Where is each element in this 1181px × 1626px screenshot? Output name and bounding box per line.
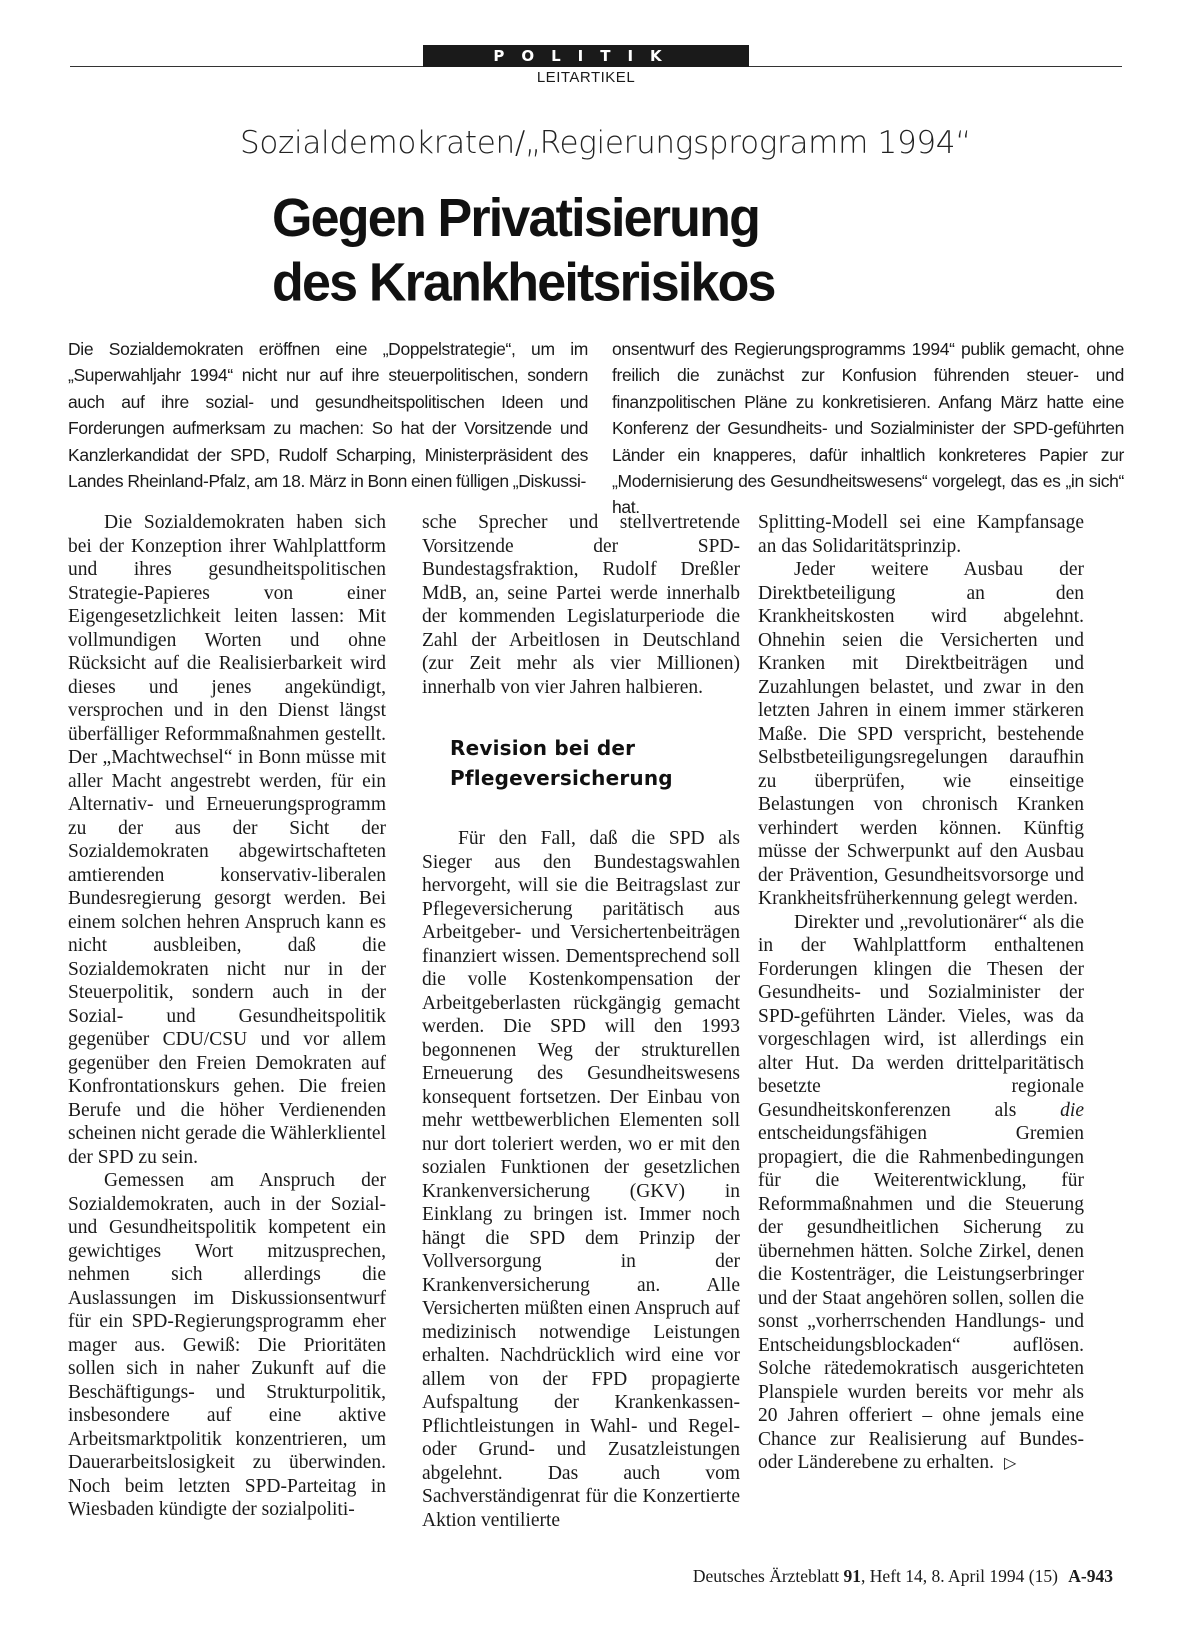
subsection-label: LEITARTIKEL	[536, 69, 636, 86]
body-column-1	[68, 511, 386, 1522]
page-footer	[693, 1566, 1113, 1587]
issue-info: , Heft 14, 8. April 1994 (15)	[861, 1566, 1058, 1586]
volume-number: 91	[843, 1566, 862, 1586]
body-column-3	[758, 511, 1084, 1475]
journal-name: Deutsches Ärzteblatt	[692, 1566, 840, 1586]
body-text: entscheidungsfähigen Gremien propagiert, die die Rahmenbedingungen für die Weiterentwicklung, für Reformmaßnahmen und die Steuerung der gesundheitlichen Sicherung zu übernehmen hätten. Solche Zirkel, denen die Kostenträger, die Leistungserbringer und der Staat angehören sollen, sollen die sonst „vorherrschenden Handlungs- und Entscheidungsblockaden“ auflösen. Solche rätedemokratisch ausgerichteten Planspiele wurden bereits vor mehr als 20 Jahren offeriert – ohne jemals eine Chance zur Realisierung auf Bundes- oder Länderebene zu erhalten.	[758, 1123, 1084, 1473]
article-headline	[272, 186, 992, 315]
section-subheading	[450, 733, 740, 793]
emphasis-text: die	[1060, 1099, 1084, 1121]
headline-line-2: des Krankheitsrisikos	[272, 252, 775, 313]
subheading-line-2: Pflegeversicherung	[450, 766, 673, 790]
subheading-line-1: Revision bei der	[450, 736, 636, 760]
body-paragraph: Splitting-Modell sei eine Kampfansage an das Solidaritätsprinzip.	[758, 512, 1084, 557]
body-paragraph: Jeder weitere Ausbau der Direktbeteiligung an den Krankheitskosten wird abgelehnt. Ohnehin seien die Versicherten und Kranken mit Direktbeiträgen und Zuzahlungen belastet, und zwar in den letzten Jahren in einem immer stärkeren Maße. Die SPD verspricht, bestehende Selbstbeteiligungsregelungen daraufhin zu überprüfen, wie einseitige Belastungen von chronisch Kranken verhindert werden können. Künftig müsse der Schwerpunkt auf den Ausbau der Prävention, Gesundheitsvorsorge und Krankheitsfrüherkennung gelegt werden.	[758, 559, 1084, 909]
lead-paragraph-left: Die Sozialdemokraten eröffnen eine „Doppelstrategie“, um im „Superwahljahr 1994“ nicht nur auf ihre steuerpolitischen, sondern auch auf ihre sozial- und gesundheitspolitischen Ideen und Forderungen aufmerksam zu machen: So hat der Vorsitzende und Kanzlerkandidat der SPD, Rudolf Scharping, Ministerpräsident des Landes Rheinland-Pfalz, am 18. März in Bonn einen fülligen „Diskussi-	[68, 339, 588, 492]
body-paragraph: Für den Fall, daß die SPD als Sieger aus den Bundestagswahlen hervorgeht, will sie die Beitragslast zur Pflegeversicherung paritätisch aus Arbeitgeber- und Versichertenbeiträgen finanziert wissen. Dementsprechend soll die volle Kostenkompensation der Arbeitgeberlasten rückgängig gemacht werden. Die SPD will den 1993 begonnenen Weg der strukturellen Erneuerung des Gesundheitswesens konsequent fortsetzen. Der Einbau von mehr wettbewerblichen Elementen soll nur dort toleriert werden, wo er mit den sozialen Funktionen der gesetzlichen Krankenversicherung (GKV) in Einklang zu bringen ist. Immer noch hängt die SPD dem Prinzip der Vollversorgung in der Krankenversicherung an. Alle Versicherten müßten einen Anspruch auf medizinisch notwendige Leistungen erhalten. Nachdrücklich wird eine vor allem von der FPD propagierte Aufspaltung der Krankenkassen-Pflichtleistungen in Wahl- und Regel- oder Grund- und Zusatzleistungen abgelehnt. Das auch vom Sachverständigenrat für die Konzertierte Aktion ventilierte	[422, 828, 740, 1531]
body-column-2	[422, 511, 740, 1532]
body-text: Direkter und „revolutionärer“ als die in der Wahlplattform enthaltenen Forderungen klingen die Thesen der Gesundheits- und Sozialminister der SPD-geführten Länder. Vieles, was da vorgeschlagen wird, ist allerdings ein alter Hut. Da werden drittelparitätisch besetzte regionale Gesundheitskonferenzen als	[758, 911, 1084, 1121]
body-paragraph: sche Sprecher und stellvertretende Vorsitzende der SPD-Bundestagsfraktion, Rudolf Dreßler MdB, an, seine Partei werde innerhalb der kommenden Legislaturperiode die Zahl der Arbeitlosen in Deutschland (zur Zeit mehr als vier Millionen) innerhalb von vier Jahren halbieren.	[422, 512, 740, 698]
body-paragraph: Die Sozialdemokraten haben sich bei der Konzeption ihrer Wahlplattform und ihres gesundheitspolitischen Strategie-Papieres von einer Eigengesetzlichkeit leiten lassen: Mit vollmundigen Worten und ohne Rücksicht auf die Realisierbarkeit wird dieses und jenes angekündigt, versprochen und in den Dienst längst überfälliger Reformmaßnahmen gestellt. Der „Machtwechsel“ in Bonn müsse mit aller Macht angestrebt werden, für ein Alternativ- und Erneuerungsprogramm zu der aus der Sicht der Sozialdemokraten abgewirtschafteten amtierenden konservativ-liberalen Bundesregierung gesorgt werden. Bei einem solchen hehren Anspruch kann es nicht ausbleiben, daß die Sozialdemokraten nicht nur in der Steuerpolitik, sondern auch in der Sozial- und Gesundheitspolitik gegenüber CDU/CSU und vor allem gegenüber den Freien Demokraten auf Konfrontationskurs gehen. Die freien Berufe und die höher Verdienenden scheinen nicht gerade die Wählerklientel der SPD zu sein.	[68, 512, 386, 1168]
section-label: POLITIK	[423, 45, 749, 67]
article-kicker: Sozialdemokraten/„Regierungsprogramm 1994“	[240, 125, 971, 161]
body-paragraph: Gemessen am Anspruch der Sozialdemokraten, auch in der Sozial- und Gesundheitspolitik kompetent ein gewichtiges Wort mitzusprechen, nehmen sich allerdings die Auslassungen im Diskussionsentwurf für ein SPD-Regierungsprogramm eher mager aus. Gewiß: Die Prioritäten sollen sich in naher Zukunft auf die Beschäftigungs- und Strukturpolitik, insbesondere auf eine aktive Arbeitsmarktpolitik konzentrieren, um Dauerarbeitslosigkeit zu überwinden. Noch beim letzten SPD-Parteitag in Wiesbaden kündigte der sozialpoliti-	[68, 1170, 386, 1520]
lead-paragraph-right: onsentwurf des Regierungsprogramms 1994“ publik gemacht, ohne freilich die zunächst zur Konfusion führenden steuer- und finanzpolitischen Pläne zu konkretisieren. Anfang März hatte eine Konferenz der Gesundheits- und Sozialminister der SPD-geführten Länder ein knapperes, dafür inhaltlich konkreteres Papier zur „Modernisierung des Gesundheitswesens“ vorgelegt, das es „in sich“ hat.	[612, 339, 1124, 518]
page-number: A-943	[1068, 1566, 1113, 1586]
headline-line-1: Gegen Privatisierung	[272, 188, 760, 249]
body-paragraph	[758, 911, 1084, 1475]
continue-arrow-icon: ▷	[1004, 1453, 1017, 1472]
